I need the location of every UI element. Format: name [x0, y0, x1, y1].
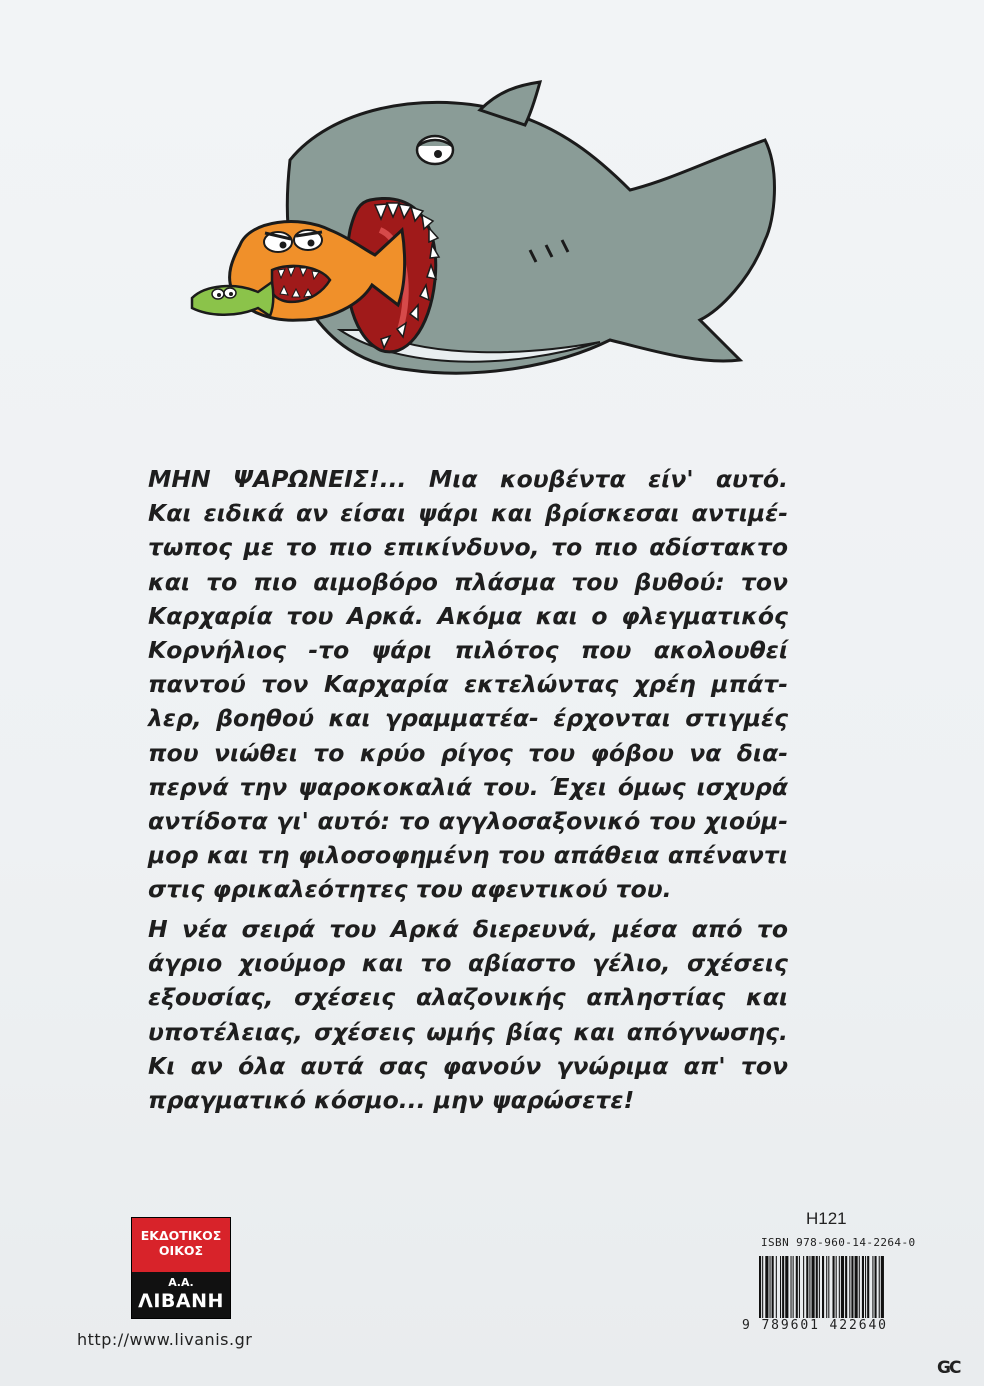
- barcode-bar: [762, 1256, 763, 1318]
- barcode-bar: [772, 1256, 774, 1318]
- blurb-line: μορ και τη φιλοσοφημένη του απάθεια απέναντι: [148, 841, 788, 870]
- barcode-bar: [793, 1256, 794, 1318]
- publisher-name: ΛΙΒΑΝΗ: [138, 1290, 224, 1312]
- barcode-bar: [872, 1256, 873, 1318]
- blurb-line: περνά την ψαροκοκαλιά του. Έχει όμως ισχυρά: [148, 772, 788, 801]
- isbn-label: ISBN 978-960-14-2264-0: [761, 1236, 916, 1249]
- barcode-bar: [806, 1256, 808, 1318]
- barcode-bar: [822, 1256, 824, 1318]
- blurb-paragraph-1: [148, 462, 788, 907]
- barcode-bar: [867, 1256, 869, 1318]
- blurb-line: εξουσίας, σχέσεις αλαζονικής απληστίας και: [148, 983, 788, 1012]
- blurb-line: Καρχαρία του Αρκά. Ακόμα και ο φλεγματικός: [148, 601, 788, 630]
- barcode-bar: [826, 1256, 827, 1318]
- barcode-bar: [855, 1256, 858, 1318]
- blurb-line: πραγματικό κόσμο... μην ψαρώσετε!: [148, 1086, 635, 1115]
- publisher-initials: Α.Α.: [168, 1276, 194, 1289]
- publisher-logo-line1: ΕΚΔΟΤΙΚΟΣ: [140, 1228, 222, 1243]
- barcode-bar: [879, 1256, 880, 1318]
- barcode-bar: [759, 1256, 761, 1318]
- barcode-bar: [776, 1256, 777, 1318]
- blurb-line: Η νέα σειρά του Αρκά διερευνά, μέσα από το: [148, 915, 788, 943]
- blurb-line: παντού τον Καρχαρία εκτελώντας χρέη μπάτ-: [148, 670, 788, 699]
- barcode-bar: [862, 1256, 864, 1318]
- barcode-bar: [849, 1256, 850, 1318]
- barcode-bar: [851, 1256, 853, 1318]
- barcode-bar: [812, 1256, 815, 1318]
- barcode-bar: [780, 1256, 781, 1318]
- blurb-line: Κορνήλιος -το ψάρι πιλότος που ακολουθεί: [148, 636, 788, 665]
- blurb-line: και το πιο αιμοβόρο πλάσμα του βυθού: τον: [148, 567, 788, 596]
- barcode-bar: [841, 1256, 844, 1318]
- blurb-line: στις φρικαλεότητες του αφεντικού του.: [148, 875, 672, 904]
- barcode-bar: [839, 1256, 840, 1318]
- blurb-line: που νιώθει το κρύο ρίγος του φόβου να δια-: [148, 738, 788, 767]
- barcode-bar: [785, 1256, 788, 1318]
- barcode-bar: [803, 1256, 804, 1318]
- blurb-line: τωπος με το πιο επικίνδυνο, το πιο αδίστακτο: [148, 533, 788, 562]
- barcode-bar: [859, 1256, 860, 1318]
- blurb-line: λερ, βοηθού και γραμματέα- έρχονται στιγμές: [148, 704, 788, 733]
- barcode-bar: [828, 1256, 829, 1318]
- barcode-bar: [796, 1256, 798, 1318]
- barcode: [757, 1256, 937, 1318]
- barcode-digits: 9 789601 422640: [742, 1318, 888, 1333]
- blurb-line: αντίδοτα γι' αυτό: το αγγλοσαξονικό του χιούμ-: [148, 807, 788, 836]
- barcode-bar: [791, 1256, 792, 1318]
- publisher-logo-red-block: [132, 1218, 230, 1272]
- barcode-bar: [809, 1256, 810, 1318]
- blurb-line: Κι αν όλα αυτά σας φανούν γνώριμα απ' τον: [148, 1051, 788, 1080]
- blurb-line: Και ειδικά αν είσαι ψάρι και βρίσκεσαι αντιμέ-: [148, 499, 788, 528]
- blurb-line: άγριο χιούμορ και το αβίαστο γέλιο, σχέσεις: [148, 949, 788, 978]
- barcode-bar: [765, 1256, 768, 1318]
- barcode-bar: [782, 1256, 784, 1318]
- barcode-bar: [845, 1256, 847, 1318]
- publisher-logo-black-block: [132, 1272, 230, 1318]
- barcode-bar: [770, 1256, 771, 1318]
- barcode-bar: [799, 1256, 800, 1318]
- barcode-bar: [881, 1256, 884, 1318]
- barcode-bar: [836, 1256, 837, 1318]
- barcode-bar: [819, 1256, 820, 1318]
- publisher-logo-line2: ΟΙΚΟΣ: [158, 1243, 204, 1258]
- scanner-watermark: GC: [937, 1358, 960, 1378]
- blurb-line: υποτέλειας, σχέσεις ωμής βίας και απόγνωσης.: [148, 1017, 788, 1046]
- barcode-bar: [865, 1256, 866, 1318]
- blurb-line: ΜΗΝ ΨΑΡΩΝΕΙΣ!... Μια κουβέντα είν' αυτό.: [148, 465, 788, 493]
- blurb-paragraph-2: [148, 912, 788, 1117]
- product-code: H121: [806, 1209, 847, 1228]
- shark-cartoon-illustration: [180, 80, 780, 400]
- publisher-url[interactable]: http://www.livanis.gr: [77, 1330, 253, 1349]
- barcode-bar: [833, 1256, 835, 1318]
- barcode-bar: [816, 1256, 818, 1318]
- publisher-logo: [131, 1217, 231, 1319]
- barcode-bar: [875, 1256, 877, 1318]
